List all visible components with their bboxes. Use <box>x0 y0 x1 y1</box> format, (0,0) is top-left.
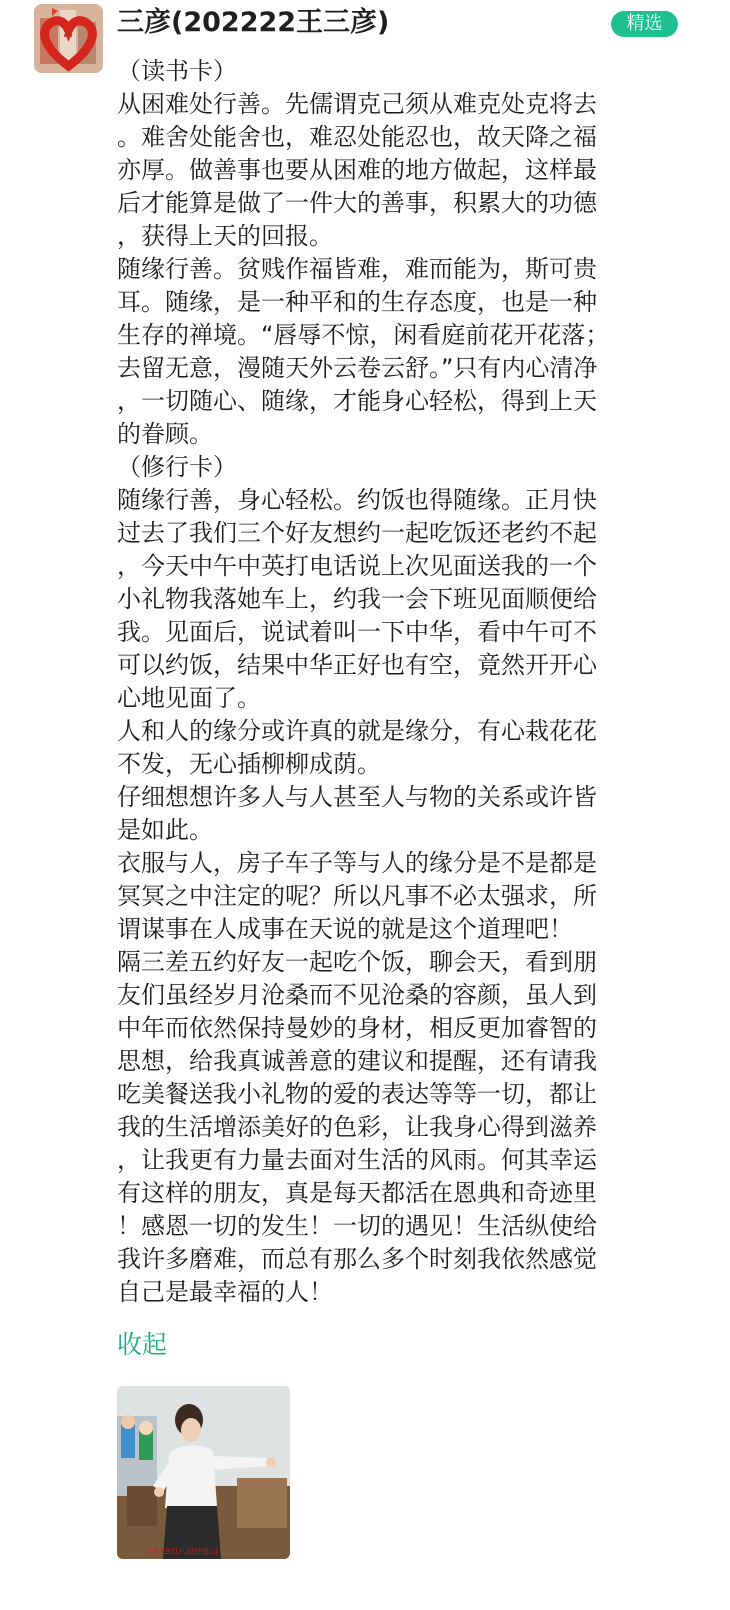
post-text-line: 谓谋事在人成事在天说的就是这个道理吧！ <box>117 915 573 943</box>
post-text-line: 去留无意，漫随天外云卷云舒。”只有内心清净 <box>117 354 598 382</box>
post-text-line: 是如此。 <box>117 816 213 844</box>
post-text-line: 从困难处行善。先儒谓克己须从难克处克将去 <box>117 90 597 118</box>
post-text-line: 心地见面了。 <box>117 684 261 712</box>
photo-image <box>117 1386 290 1559</box>
username[interactable]: 三彦(202222王三彦) <box>117 7 390 38</box>
post-text-line: 吃美餐送我小礼物的爱的表达等等一切，都让 <box>117 1080 597 1108</box>
post-text-line: ，今天中午中英打电话说上次见面送我的一个 <box>117 552 597 580</box>
post-photo[interactable] <box>117 1386 290 1559</box>
post-text-line: 中年而依然保持曼妙的身材，相反更加睿智的 <box>117 1014 597 1042</box>
post-text-line: （修行卡） <box>117 453 237 481</box>
post-text-line: 有这样的朋友，真是每天都活在恩典和奇迹里 <box>117 1179 597 1207</box>
collapse-link[interactable]: 收起 <box>117 1330 168 1359</box>
post-text-line: 。难舍处能舍也，难忍处能忍也，故天降之福 <box>117 123 597 151</box>
post-text-line: 不发，无心插柳柳成荫。 <box>117 750 381 778</box>
featured-badge: 精选 <box>611 11 678 37</box>
post-text-line: 冥冥之中注定的呢？所以凡事不必太强求，所 <box>117 882 597 910</box>
post-content <box>117 55 682 1309</box>
photo-caption: 2月19日八段锦练习 <box>147 1547 219 1556</box>
post-text-line: 可以约饭，结果中华正好也有空，竟然开开心 <box>117 651 597 679</box>
post-text-line: 的眷顾。 <box>117 420 213 448</box>
post-text-line: 我。见面后，说试着叫一下中华，看中午可不 <box>117 618 597 646</box>
post-text-line: 小礼物我落她车上，约我一会下班见面顺便给 <box>117 585 597 613</box>
avatar-image <box>34 4 103 73</box>
post-text-line: 我的生活增添美好的色彩，让我身心得到滋养 <box>117 1113 597 1141</box>
post-text-line: 思想，给我真诚善意的建议和提醒，还有请我 <box>117 1047 597 1075</box>
post-text-line: 生存的禅境。“唇辱不惊，闲看庭前花开花落； <box>117 321 610 349</box>
post-text-line: 亦厚。做善事也要从困难的地方做起，这样最 <box>117 156 597 184</box>
post-text-line: ，一切随心、随缘，才能身心轻松，得到上天 <box>117 387 597 415</box>
post-text-line: 仔细想想许多人与人甚至人与物的关系或许皆 <box>117 783 597 811</box>
post-text-line: 我许多磨难，而总有那么多个时刻我依然感觉 <box>117 1245 597 1273</box>
post-text-line: 人和人的缘分或许真的就是缘分，有心栽花花 <box>117 717 597 745</box>
post-text-line: 随缘行善。贫贱作福皆难，难而能为，斯可贵 <box>117 255 597 283</box>
post-text-line: ！感恩一切的发生！一切的遇见！生活纵使给 <box>117 1212 597 1240</box>
post-text-line: 友们虽经岁月沧桑而不见沧桑的容颜，虽人到 <box>117 981 597 1009</box>
post-text-line: 后才能算是做了一件大的善事，积累大的功德 <box>117 189 597 217</box>
post-text-line: 过去了我们三个好友想约一起吃饭还老约不起 <box>117 519 597 547</box>
post-text-line: 隔三差五约好友一起吃个饭，聊会天，看到朋 <box>117 948 597 976</box>
post-text-line: 自己是最幸福的人！ <box>117 1278 333 1306</box>
post-text-line: 耳。随缘，是一种平和的生存态度，也是一种 <box>117 288 597 316</box>
post-text-line: 随缘行善，身心轻松。约饭也得随缘。正月快 <box>117 486 597 514</box>
post-text-line: ，获得上天的回报。 <box>117 222 333 250</box>
user-avatar[interactable] <box>34 4 103 73</box>
post-text-line: 衣服与人，房子车子等与人的缘分是不是都是 <box>117 849 597 877</box>
post-text-line: （读书卡） <box>117 57 237 85</box>
post-text-line: ，让我更有力量去面对生活的风雨。何其幸运 <box>117 1146 597 1174</box>
